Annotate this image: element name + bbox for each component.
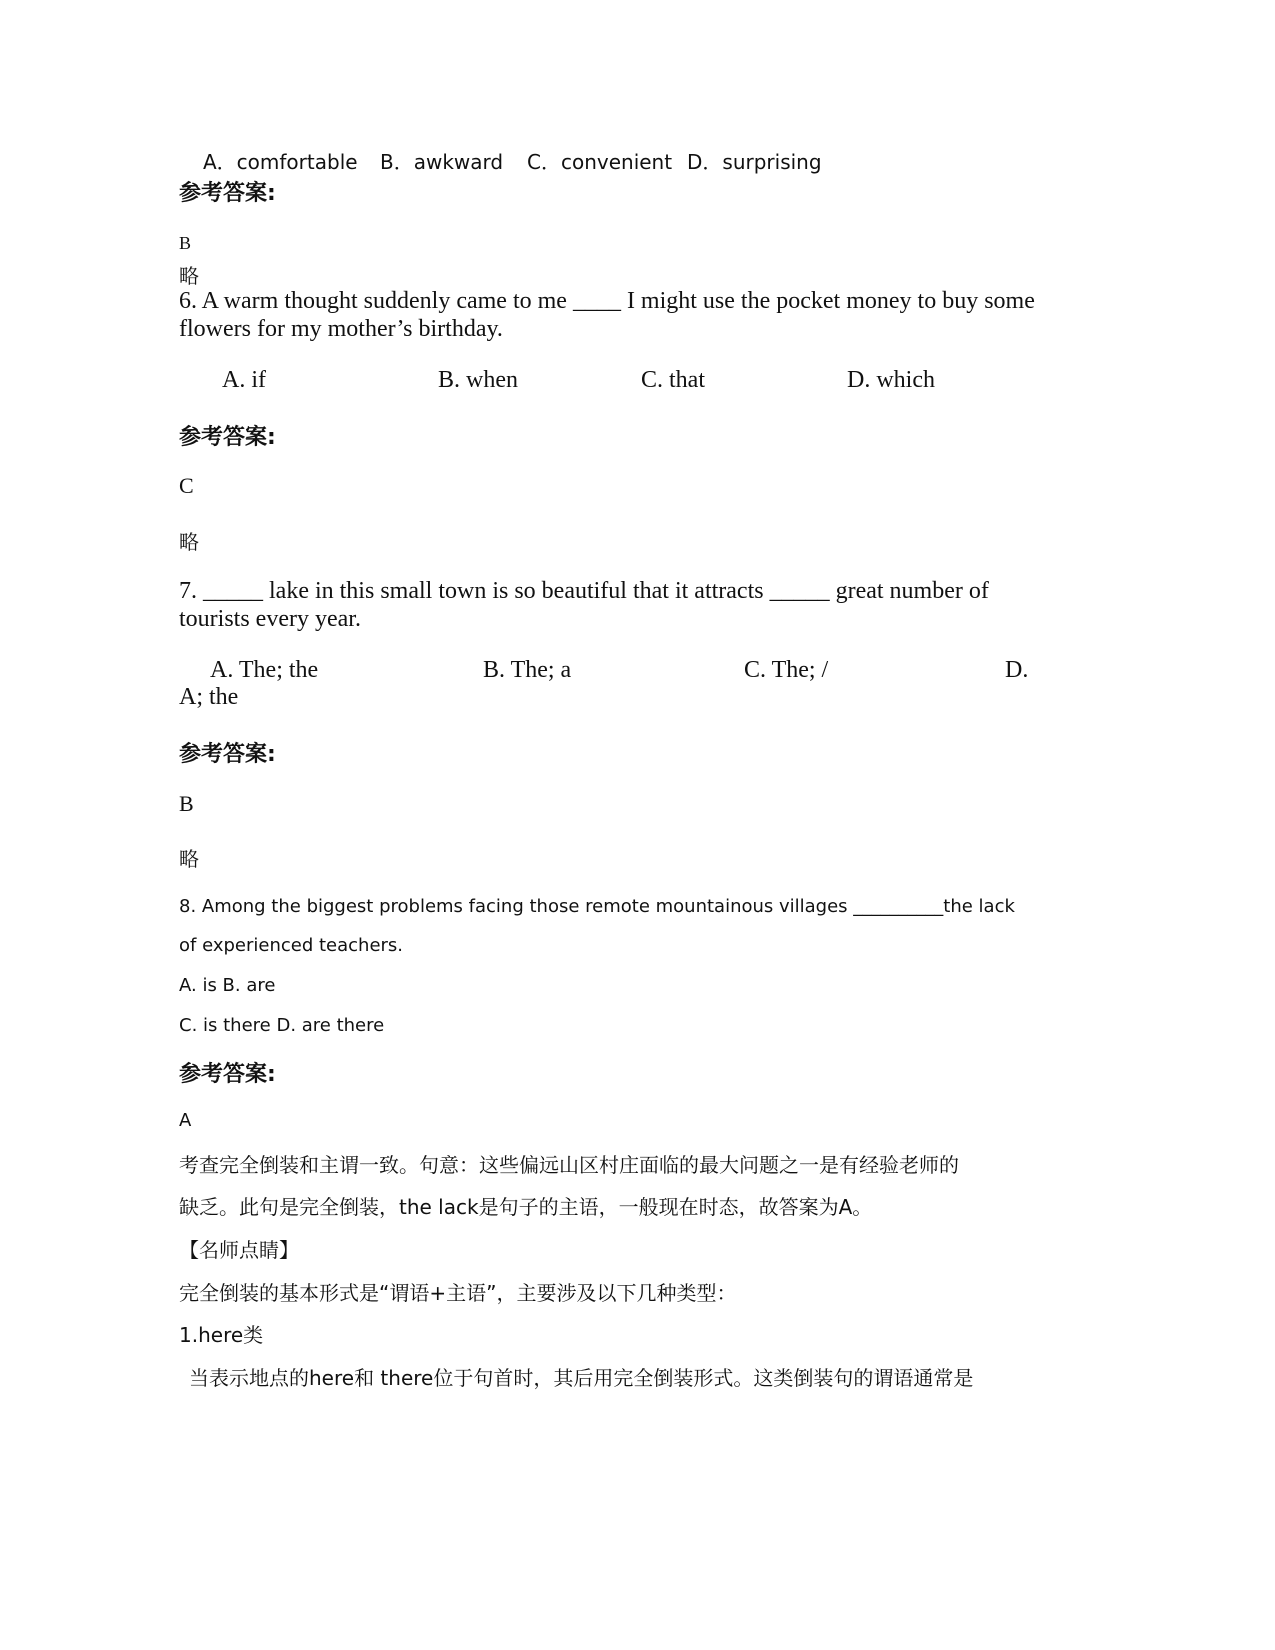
q6-stem-line2: flowers for my mother’s birthday. bbox=[179, 316, 503, 342]
q5-option-a: A．comfortable bbox=[203, 150, 358, 174]
q5-note: 略 bbox=[179, 264, 199, 288]
q8-tip-header: 【名师点睛】 bbox=[179, 1238, 299, 1262]
q7-stem-line2: tourists every year. bbox=[179, 606, 361, 632]
q7-note: 略 bbox=[179, 847, 199, 871]
q8-answer-header: 参考答案: bbox=[179, 1062, 276, 1087]
q8-explanation-line1: 考查完全倒装和主谓一致。句意：这些偏远山区村庄面临的最大问题之一是有经验老师的 bbox=[179, 1153, 959, 1177]
q7-answer: B bbox=[179, 791, 194, 816]
q5-option-d: D．surprising bbox=[687, 150, 822, 174]
q7-stem-line1: 7. _____ lake in this small town is so beautiful that it attracts _____ great number of bbox=[179, 578, 989, 604]
q6-option-c: C. that bbox=[641, 367, 705, 393]
q7-option-d-text: A; the bbox=[179, 684, 239, 710]
q7-option-c: C. The; / bbox=[744, 657, 829, 683]
q7-option-a: A. The; the bbox=[210, 657, 319, 683]
q8-answer: A bbox=[179, 1110, 192, 1131]
q6-option-a: A. if bbox=[222, 367, 266, 393]
q5-answer: B bbox=[179, 233, 192, 253]
q7-answer-header: 参考答案: bbox=[179, 742, 276, 767]
q6-option-b: B. when bbox=[438, 367, 518, 393]
q5-option-c: C．convenient bbox=[527, 150, 673, 174]
q8-options-line1: A. is B. are bbox=[179, 975, 276, 996]
q8-explanation-line2: 缺乏。此句是完全倒装，the lack是句子的主语，一般现在时态，故答案为A。 bbox=[179, 1195, 873, 1219]
q6-option-d: D. which bbox=[847, 367, 935, 393]
q7-option-b: B. The; a bbox=[483, 657, 572, 683]
q6-answer: C bbox=[179, 473, 194, 498]
q6-stem-line1: 6. A warm thought suddenly came to me ____ I might use the pocket money to buy some bbox=[179, 288, 1035, 314]
q6-answer-header: 参考答案: bbox=[179, 425, 276, 450]
q8-tip-line2: 1.here类 bbox=[179, 1323, 264, 1347]
q8-tip-line1: 完全倒装的基本形式是“谓语+主语”，主要涉及以下几种类型： bbox=[179, 1281, 737, 1305]
q8-options-line2: C. is there D. are there bbox=[179, 1015, 385, 1036]
q6-note: 略 bbox=[179, 530, 199, 554]
q8-tip-line3: 当表示地点的here和 there位于句首时，其后用完全倒装形式。这类倒装句的谓语通常是 bbox=[189, 1366, 974, 1390]
q5-option-b: B．awkward bbox=[380, 150, 504, 174]
q5-answer-header: 参考答案: bbox=[179, 181, 276, 206]
q8-stem-line1: 8. Among the biggest problems facing those remote mountainous villages __________the lack bbox=[179, 896, 1015, 917]
q7-option-d-label: D. bbox=[1005, 657, 1029, 683]
q8-stem-line2: of experienced teachers. bbox=[179, 935, 404, 956]
